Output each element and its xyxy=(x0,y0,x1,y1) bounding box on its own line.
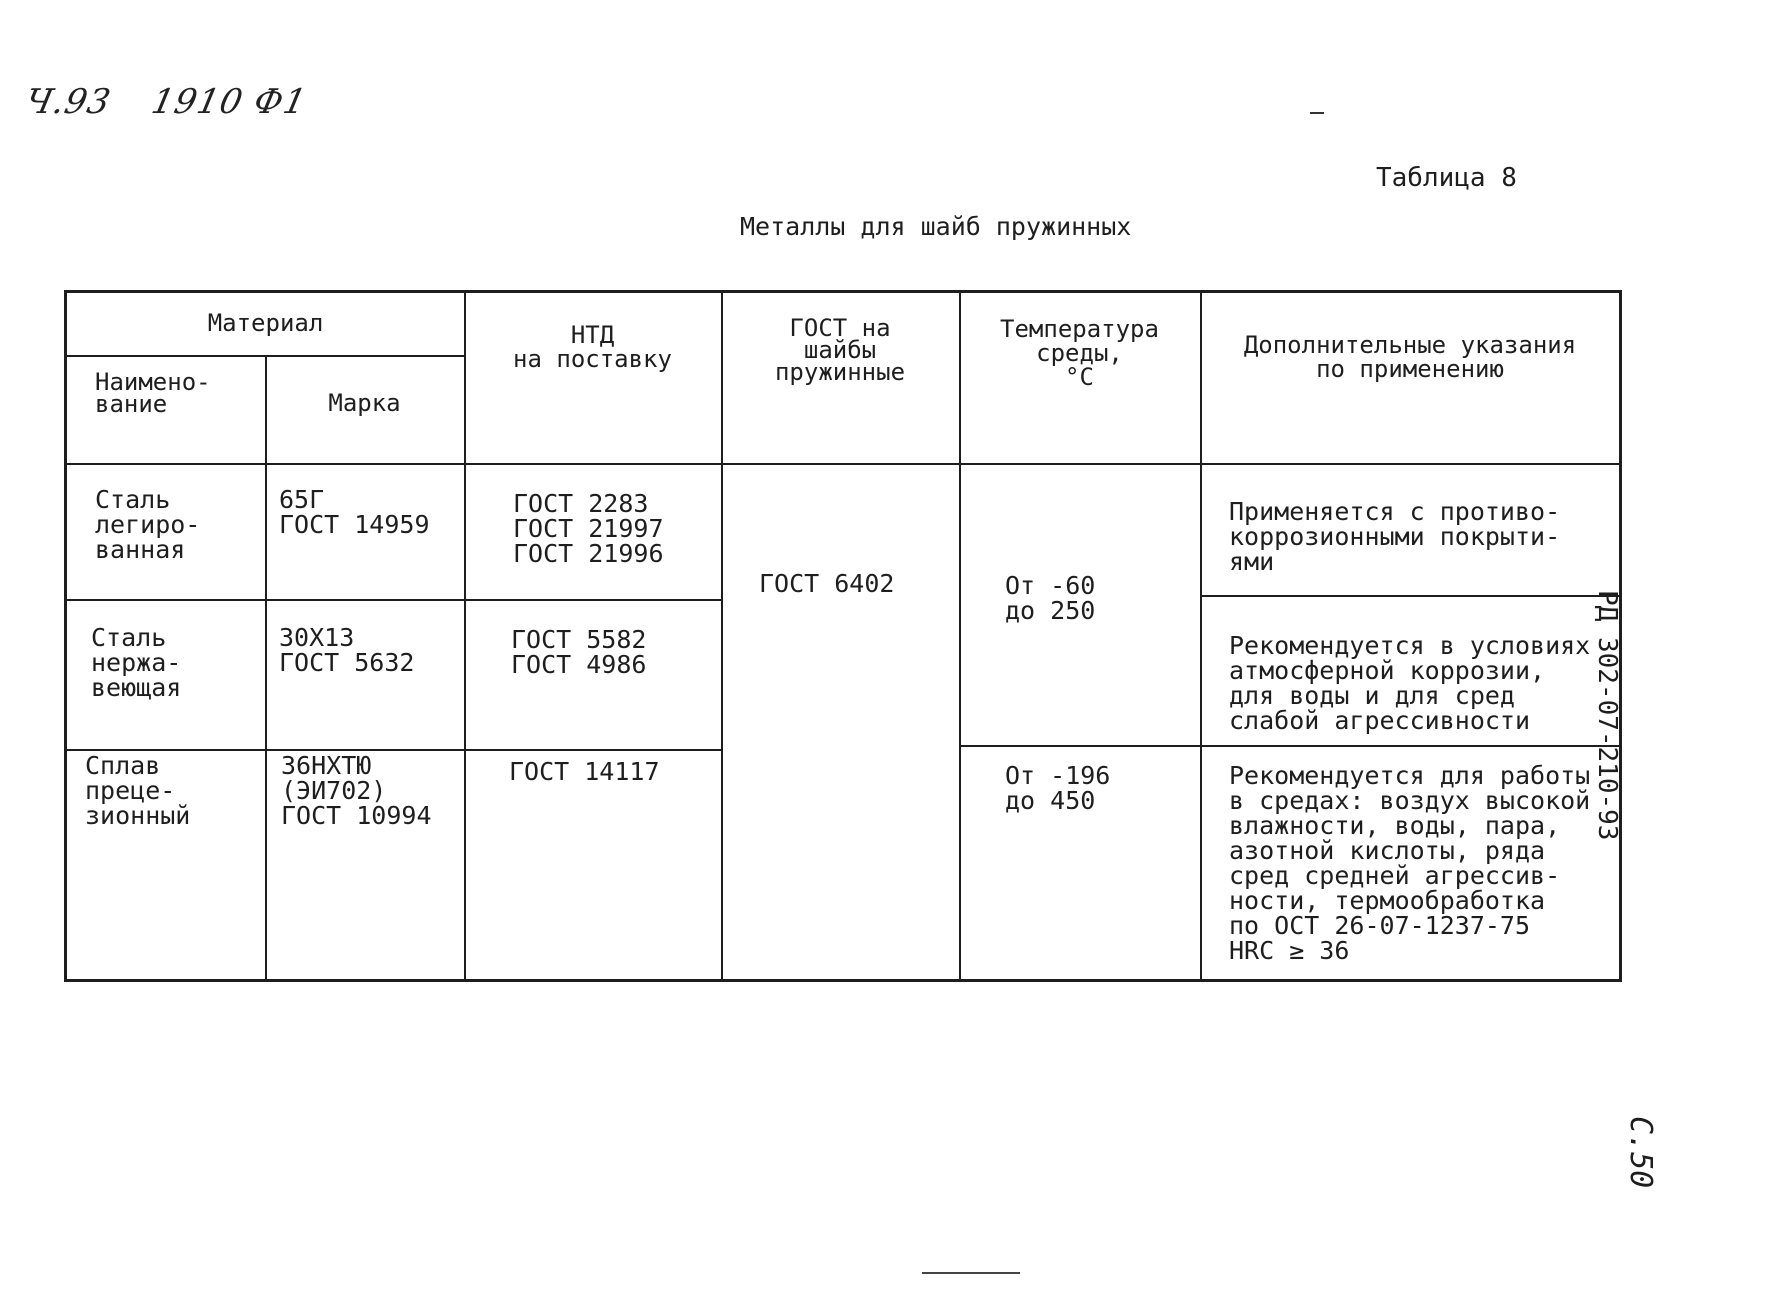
row2-ntd: ГОСТ 5582 ГОСТ 4986 xyxy=(511,625,647,679)
row1-grade: 65Г ГОСТ 14959 xyxy=(279,485,430,539)
page-bottom-rule xyxy=(922,1272,1020,1274)
header-name: Наимено- вание xyxy=(95,368,211,418)
page-number: С.50 xyxy=(1623,1116,1658,1189)
col-divider-grade-ntd xyxy=(464,293,466,979)
gost-washers-value: ГОСТ 6402 xyxy=(759,569,895,598)
row1-ntd: ГОСТ 2283 ГОСТ 21997 ГОСТ 21996 xyxy=(513,489,664,568)
row-divider-2-right xyxy=(959,745,1620,747)
row3-grade: 36НХТЮ (ЭИ702) ГОСТ 10994 xyxy=(281,751,432,830)
row1-name: Сталь легиро- ванная xyxy=(95,485,201,564)
header-bottom-line xyxy=(67,463,1620,465)
temperature-range-2: От -196 до 450 xyxy=(1005,761,1111,815)
header-temperature: Температура среды, °C xyxy=(1000,315,1159,391)
col-divider-gost-temp xyxy=(959,293,961,979)
row1-note: Применяется с противо- коррозионными покрыти- ями xyxy=(1229,497,1561,576)
col-divider-ntd-gost xyxy=(721,293,723,979)
row3-name: Сплав преце- зионный xyxy=(85,751,191,830)
row2-name: Сталь нержа- веющая xyxy=(91,623,182,702)
temperature-range-1: От -60 до 250 xyxy=(1005,571,1096,625)
col-divider-name-grade xyxy=(265,355,267,979)
row3-note: Рекомендуется для работы в средах: воздух высокой влажности, воды, пара, азотной кислоты, ряда сред средней агрессив- ности, термообработка по ОСТ 26-07-1237-75 HRC ≥ 36 xyxy=(1229,761,1591,965)
header-notes: Дополнительные указания по применению xyxy=(1243,331,1577,383)
handwritten-note-part2: 1910 Ф1 xyxy=(147,82,311,122)
row2-grade: 30Х13 ГОСТ 5632 xyxy=(279,623,415,677)
row2-note: Рекомендуется в условиях атмосферной коррозии, для воды и для сред слабой агрессивности xyxy=(1229,631,1591,735)
row-divider-1-left xyxy=(67,599,721,601)
header-gost-washers: ГОСТ на шайбы пружинные xyxy=(774,314,906,386)
header-subdivider xyxy=(67,355,464,357)
document-code: РД 302-07-210-93 xyxy=(1592,590,1622,841)
header-ntd: НТД на поставку xyxy=(513,321,672,373)
table-label: Таблица 8 xyxy=(1376,163,1517,193)
handwritten-note xyxy=(22,82,341,122)
col-divider-temp-notes xyxy=(1200,293,1202,979)
header-material: Материал xyxy=(207,309,324,337)
materials-table xyxy=(64,290,1622,982)
stray-mark xyxy=(1310,112,1324,114)
header-grade: Марка xyxy=(328,389,401,417)
table-title: Металлы для шайб пружинных xyxy=(740,212,1132,241)
row-divider-1-notes xyxy=(1200,595,1620,597)
row-divider-2-left xyxy=(67,749,721,751)
handwritten-note-part1: Ч.93 xyxy=(21,82,115,122)
row3-ntd: ГОСТ 14117 xyxy=(509,757,660,786)
